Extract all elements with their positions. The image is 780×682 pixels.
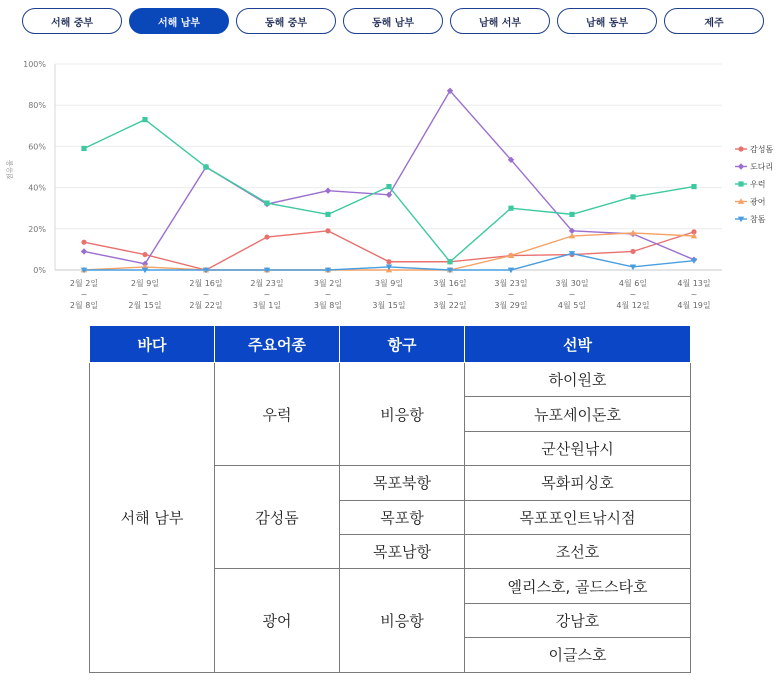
ship-cell: 강남호 xyxy=(465,603,691,637)
x-tick-label: 4월 12일 xyxy=(616,301,650,310)
x-tick-label: ~ xyxy=(568,290,576,299)
data-point xyxy=(447,259,452,264)
x-tick-label: ~ xyxy=(629,290,637,299)
data-point xyxy=(569,212,574,217)
ship-cell: 조선호 xyxy=(465,534,691,568)
chart-series xyxy=(81,88,697,274)
x-tick-label: 2월 9일 xyxy=(130,279,160,288)
port-cell: 비응항 xyxy=(340,363,465,466)
data-point xyxy=(630,249,635,254)
x-tick-label: 3월 29일 xyxy=(494,301,528,310)
header-species: 주요어종 xyxy=(215,326,340,363)
x-tick-label: ~ xyxy=(507,290,515,299)
data-point xyxy=(386,192,392,198)
y-axis-ticks xyxy=(23,60,46,275)
x-tick-label: ~ xyxy=(385,290,393,299)
x-tick-label: 4월 19일 xyxy=(677,301,711,310)
tab-jeju[interactable]: 제주 xyxy=(664,8,764,34)
species-cell: 감성돔 xyxy=(215,466,340,569)
share-line-chart xyxy=(0,52,780,320)
tab-seohae-nambu[interactable]: 서해 남부 xyxy=(129,8,229,34)
data-point xyxy=(203,164,208,169)
sea-cell: 서해 남부 xyxy=(90,363,215,673)
sea-region-tabs xyxy=(22,8,765,36)
y-tick-label: 60% xyxy=(28,142,46,152)
tab-seohae-jungbu[interactable]: 서해 중부 xyxy=(22,8,122,34)
data-point xyxy=(325,212,330,217)
x-tick-label: 4월 13일 xyxy=(677,279,711,288)
data-point xyxy=(325,187,331,193)
y-tick-label: 40% xyxy=(28,183,46,193)
data-point xyxy=(325,228,330,233)
table-header-row xyxy=(90,326,691,363)
x-tick-label: ~ xyxy=(80,290,88,299)
x-tick-label: 3월 15일 xyxy=(372,301,406,310)
legend-marker xyxy=(738,163,744,169)
data-point xyxy=(386,184,391,189)
chart-grid xyxy=(55,64,722,270)
ship-cell: 엘리스호, 골드스타호 xyxy=(465,569,691,603)
x-tick-label: ~ xyxy=(141,290,149,299)
port-cell: 목포남항 xyxy=(340,534,465,568)
series-line xyxy=(84,120,694,262)
x-tick-label: 3월 2일 xyxy=(313,279,343,288)
legend-marker xyxy=(738,181,743,186)
x-tick-label: ~ xyxy=(446,290,454,299)
data-point xyxy=(81,240,86,245)
series-line xyxy=(84,233,694,270)
legend-label: 광어 xyxy=(750,197,766,207)
series-2 xyxy=(81,88,697,267)
fishing-info-table xyxy=(89,325,691,673)
x-tick-label: ~ xyxy=(324,290,332,299)
data-point xyxy=(81,248,87,254)
tab-namhae-dongbu[interactable]: 남해 동부 xyxy=(557,8,657,34)
legend-item[interactable] xyxy=(735,197,765,207)
x-tick-label: ~ xyxy=(690,290,698,299)
legend-label: 도다리 xyxy=(750,162,774,172)
x-tick-label: 3월 22일 xyxy=(433,301,467,310)
header-port: 항구 xyxy=(340,326,465,363)
y-tick-label: 80% xyxy=(28,101,46,111)
data-point xyxy=(142,252,147,257)
x-tick-label: 2월 16일 xyxy=(189,279,223,288)
chart-legend xyxy=(735,144,773,224)
y-tick-label: 20% xyxy=(28,224,46,234)
x-tick-label: 3월 9일 xyxy=(374,279,404,288)
y-axis-label: 점유율 xyxy=(6,159,14,181)
tab-donghae-nambu[interactable]: 동해 남부 xyxy=(343,8,443,34)
series-line xyxy=(84,91,694,264)
x-tick-label: 3월 8일 xyxy=(313,301,343,310)
series-3 xyxy=(81,117,696,264)
ship-cell: 목화피싱호 xyxy=(465,466,691,500)
port-cell: 목포북항 xyxy=(340,466,465,500)
ship-cell: 군산원낚시 xyxy=(465,431,691,465)
table-row xyxy=(90,363,691,397)
legend-item[interactable] xyxy=(735,144,773,154)
x-tick-label: 4월 6일 xyxy=(618,279,648,288)
legend-item[interactable] xyxy=(735,214,766,224)
x-tick-label: 2월 2일 xyxy=(69,279,99,288)
data-point xyxy=(691,184,696,189)
x-tick-label: 3월 16일 xyxy=(433,279,467,288)
x-tick-label: 3월 1일 xyxy=(252,301,282,310)
legend-item[interactable] xyxy=(735,179,765,189)
x-axis-ticks xyxy=(70,278,711,310)
x-tick-label: 2월 23일 xyxy=(250,279,284,288)
x-tick-label: 2월 15일 xyxy=(128,301,162,310)
data-point xyxy=(264,200,269,205)
data-point xyxy=(508,206,513,211)
y-tick-label: 0% xyxy=(33,266,46,275)
header-sea: 바다 xyxy=(90,326,215,363)
legend-marker xyxy=(738,146,743,151)
ship-cell: 뉴포세이돈호 xyxy=(465,397,691,431)
legend-label: 감성돔 xyxy=(750,145,774,154)
data-point xyxy=(630,194,635,199)
data-point xyxy=(264,234,269,239)
header-ship: 선박 xyxy=(465,326,691,363)
data-point xyxy=(142,117,147,122)
tab-donghae-jungbu[interactable]: 동해 중부 xyxy=(236,8,336,34)
data-point xyxy=(386,259,391,264)
x-tick-label: 2월 8일 xyxy=(69,301,99,310)
tab-namhae-seobu[interactable]: 남해 서부 xyxy=(450,8,550,34)
port-cell: 비응항 xyxy=(340,569,465,672)
x-tick-label: ~ xyxy=(202,290,210,299)
ship-cell: 하이원호 xyxy=(465,363,691,397)
x-tick-label: ~ xyxy=(263,290,271,299)
legend-item[interactable] xyxy=(735,162,773,172)
data-point xyxy=(81,146,86,151)
species-cell: 우럭 xyxy=(215,363,340,466)
legend-label: 우럭 xyxy=(750,180,766,189)
port-cell: 목포항 xyxy=(340,500,465,534)
x-tick-label: 2월 22일 xyxy=(189,301,223,310)
x-tick-label: 3월 30일 xyxy=(555,279,589,288)
species-cell: 광어 xyxy=(215,569,340,672)
legend-label: 참돔 xyxy=(750,215,766,224)
y-tick-label: 100% xyxy=(23,60,46,69)
x-tick-label: 4월 5일 xyxy=(557,301,587,310)
ship-cell: 목포포인트낚시점 xyxy=(465,500,691,534)
x-tick-label: 3월 23일 xyxy=(494,279,528,288)
ship-cell: 이글스호 xyxy=(465,638,691,672)
